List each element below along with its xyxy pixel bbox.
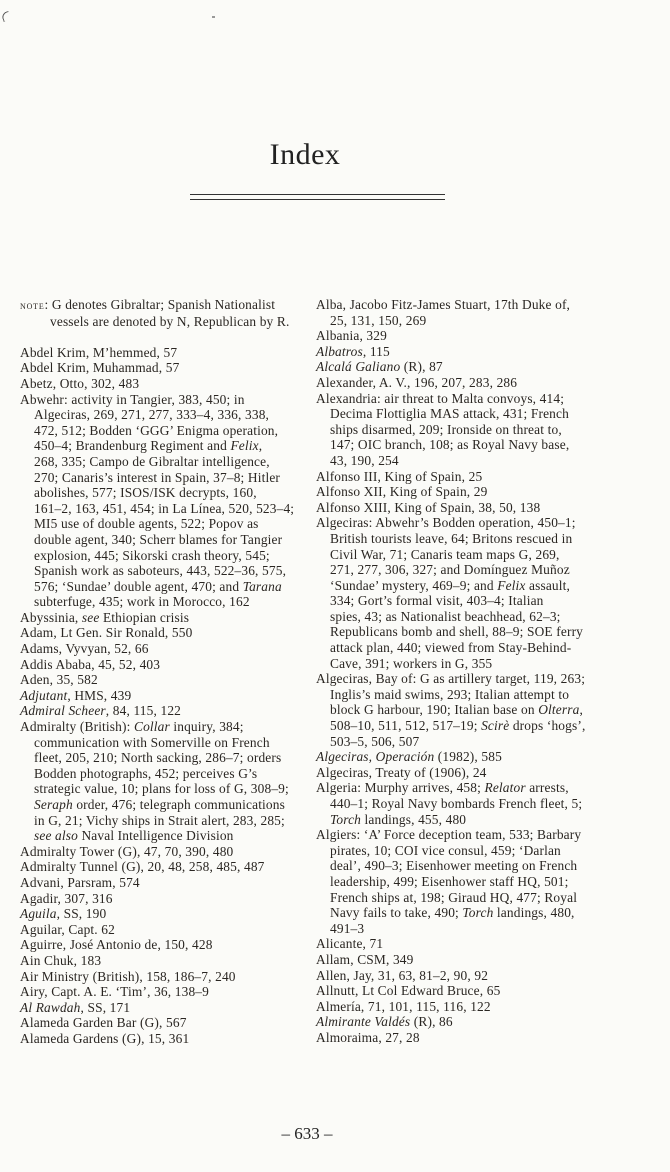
entry-text: Adam, Lt Gen. Sir Ronald, 550 bbox=[20, 625, 193, 641]
entry-text: Aguirre, José Antonio de, 150, 428 bbox=[20, 937, 213, 953]
entry-text: Alba, Jacobo Fitz-James Stuart, 17th Duke of, bbox=[316, 297, 571, 312]
entry-italic-text: see also bbox=[34, 828, 78, 844]
index-entry bbox=[316, 983, 608, 999]
entry-text: Addis Ababa, 45, 52, 403 bbox=[20, 656, 161, 672]
entry-line bbox=[316, 640, 608, 656]
index-entry bbox=[316, 344, 608, 360]
entry-line bbox=[20, 937, 312, 953]
entry-text: 268, 335; Campo de Gibraltar intelligence, bbox=[34, 453, 270, 469]
entry-text: Civil War, 71; Canaris team maps G, 269, bbox=[330, 546, 560, 562]
index-entry bbox=[20, 953, 312, 969]
entry-text: Inglis’s maid swims, 293; Italian attempt to bbox=[330, 686, 570, 702]
entry-text: explosion, 445; Sikorski crash theory, 545; bbox=[34, 547, 270, 563]
entry-text: Algeciras, Treaty of (1906), 24 bbox=[316, 764, 487, 780]
entry-line bbox=[20, 454, 312, 470]
entry-text: Decima Flottiglia MAS attack, 431; French bbox=[330, 406, 569, 422]
index-entry bbox=[316, 952, 608, 968]
entry-text: inquiry, 384; bbox=[169, 719, 244, 735]
entry-italic-text: Collar bbox=[133, 719, 170, 735]
entry-line bbox=[316, 297, 608, 313]
index-entry bbox=[20, 672, 312, 688]
entry-text: strategic value, 10; plans for loss of G, 308–9; bbox=[34, 781, 289, 797]
page-title: Index bbox=[269, 138, 341, 171]
entry-text: landings, 480, bbox=[493, 905, 575, 921]
entry-text: , SS, 171 bbox=[80, 999, 131, 1015]
entry-text: Alexander, A. V., 196, 207, 283, 286 bbox=[316, 374, 518, 390]
entry-text: drops ‘hogs’, bbox=[509, 718, 586, 734]
entry-line bbox=[20, 392, 312, 408]
entry-line bbox=[316, 624, 608, 640]
entry-line bbox=[316, 671, 608, 687]
entry-text: (R), 87 bbox=[400, 359, 443, 375]
entry-line bbox=[20, 485, 312, 501]
entry-italic-text: Almirante Valdés bbox=[316, 1014, 411, 1030]
entry-text: subterfuge, 435; work in Morocco, 162 bbox=[34, 594, 250, 610]
entry-text: double agent, 340; Scherr blames for Tangier bbox=[34, 531, 283, 547]
entry-line bbox=[316, 453, 608, 469]
entry-line bbox=[20, 376, 312, 392]
entry-italic-text: Albatros bbox=[316, 343, 363, 359]
entry-line bbox=[316, 313, 608, 329]
index-entry bbox=[20, 891, 312, 907]
index-entry bbox=[316, 328, 608, 344]
index-entry bbox=[316, 780, 608, 827]
entry-text: 43, 190, 254 bbox=[330, 452, 399, 468]
entry-line bbox=[316, 765, 608, 781]
entry-text: , bbox=[258, 438, 263, 454]
entry-text: Abwehr: activity in Tangier, 383, 450; in bbox=[20, 391, 245, 407]
entry-text: Alfonso III, King of Spain, 25 bbox=[316, 468, 483, 484]
entry-text: Alameda Gardens (G), 15, 361 bbox=[20, 1030, 190, 1046]
index-entry bbox=[20, 969, 312, 985]
entry-italic-text: Algeciras, Operación bbox=[316, 749, 435, 765]
index-entry bbox=[20, 360, 312, 376]
entry-line bbox=[20, 922, 312, 938]
entry-text: British tourists leave, 64; Britons rescued in bbox=[330, 530, 573, 546]
entry-line bbox=[20, 1015, 312, 1031]
entry-line bbox=[316, 609, 608, 625]
entry-line bbox=[20, 610, 312, 626]
entry-text: Ethiopian crisis bbox=[99, 609, 190, 625]
entry-text: Abdel Krim, Muhammad, 57 bbox=[20, 360, 180, 376]
entry-text: Air Ministry (British), 158, 186–7, 240 bbox=[20, 968, 236, 984]
entry-line bbox=[20, 953, 312, 969]
entry-line bbox=[20, 579, 312, 595]
entry-text: ‘Sundae’ mystery, 469–9; and bbox=[330, 577, 498, 593]
entry-line bbox=[20, 875, 312, 891]
entry-text: 334; Gort’s formal visit, 403–4; Italian bbox=[330, 593, 544, 609]
entry-text: block G harbour, 190; Italian base on bbox=[330, 702, 539, 718]
index-entry bbox=[20, 345, 312, 361]
entry-text: order, 476; telegraph communications bbox=[72, 797, 285, 812]
entry-line bbox=[20, 345, 312, 361]
entry-line bbox=[316, 391, 608, 407]
entry-text: Abdel Krim, M’hemmed, 57 bbox=[20, 344, 178, 360]
entry-italic-text: Felix bbox=[230, 438, 259, 454]
entry-text: communication with Somerville on French bbox=[34, 734, 270, 750]
index-entry bbox=[20, 719, 312, 844]
entry-text: , SS, 190 bbox=[56, 906, 107, 922]
entry-text: 25, 131, 150, 269 bbox=[330, 312, 427, 328]
entry-line bbox=[20, 969, 312, 985]
index-entry bbox=[316, 500, 608, 516]
entry-line bbox=[316, 780, 608, 796]
entry-line bbox=[20, 750, 312, 766]
entry-text: deal’, 490–3; Eisenhower meeting on French bbox=[330, 858, 578, 874]
entry-text: Bodden photographs, 452; perceives G’s bbox=[34, 765, 258, 781]
entry-italic-text: Scirè bbox=[481, 718, 510, 734]
entry-line bbox=[316, 469, 608, 485]
entry-line bbox=[316, 890, 608, 906]
entry-text: Alfonso XIII, King of Spain, 38, 50, 138 bbox=[316, 499, 541, 515]
entry-line bbox=[316, 344, 608, 360]
index-entry bbox=[316, 359, 608, 375]
index-entry bbox=[20, 688, 312, 704]
entry-text: 161–2, 163, 451, 454; in La Línea, 520, 523–4; bbox=[34, 500, 295, 516]
entry-italic-text: Olterra bbox=[538, 702, 580, 718]
entry-text: Aguilar, Capt. 62 bbox=[20, 921, 115, 937]
entry-text: vessels are denoted by N, Republican by R. bbox=[50, 313, 290, 329]
index-entry bbox=[316, 765, 608, 781]
entry-italic-text: see bbox=[81, 609, 100, 625]
entry-italic-text: Torch bbox=[462, 905, 494, 921]
entry-italic-text: Torch bbox=[330, 811, 362, 827]
index-entry bbox=[316, 484, 608, 500]
index-entry bbox=[20, 859, 312, 875]
entry-text: Alameda Garden Bar (G), 567 bbox=[20, 1015, 187, 1031]
entry-text: arrests, bbox=[525, 780, 569, 796]
entry-text: Almería, 71, 101, 115, 116, 122 bbox=[316, 998, 491, 1014]
entry-text: Algeciras: Abwehr’s Bodden operation, 450–1; bbox=[316, 515, 576, 531]
entry-line bbox=[20, 844, 312, 860]
entry-text: 508–10, 511, 512, 517–19; bbox=[330, 718, 482, 734]
entry-text: Alicante, 71 bbox=[316, 936, 384, 952]
scan-mark bbox=[1, 11, 12, 22]
entry-text: , HMS, 439 bbox=[67, 687, 132, 703]
entry-line bbox=[316, 749, 608, 765]
index-entry bbox=[316, 999, 608, 1015]
entry-line bbox=[316, 734, 608, 750]
index-entry bbox=[316, 391, 608, 469]
title-rule-top bbox=[190, 194, 445, 195]
index-entry bbox=[316, 936, 608, 952]
index-entry bbox=[20, 984, 312, 1000]
entry-line bbox=[316, 328, 608, 344]
index-entry bbox=[316, 671, 608, 749]
entry-line bbox=[316, 547, 608, 563]
entry-text: Abyssinia, bbox=[20, 609, 82, 625]
index-entry bbox=[20, 1000, 312, 1016]
entry-text: 271, 277, 306, 327; and Domínguez Muñoz bbox=[330, 562, 570, 578]
entry-line bbox=[20, 423, 312, 439]
entry-line bbox=[20, 688, 312, 704]
entry-text: ships disarmed, 209; Ironside on threat to, bbox=[330, 421, 562, 437]
index-entry bbox=[316, 375, 608, 391]
index-entry bbox=[20, 392, 312, 610]
entry-line bbox=[316, 578, 608, 594]
entry-text: Algiers: ‘A’ Force deception team, 533; Barbary bbox=[316, 827, 582, 843]
entry-line bbox=[20, 1031, 312, 1047]
entry-line bbox=[316, 858, 608, 874]
entry-line bbox=[316, 406, 608, 422]
entry-line bbox=[20, 532, 312, 548]
entry-line bbox=[20, 438, 312, 454]
entry-line bbox=[316, 656, 608, 672]
entry-line bbox=[316, 562, 608, 578]
entry-line bbox=[20, 703, 312, 719]
index-entry bbox=[316, 827, 608, 936]
entry-line bbox=[20, 548, 312, 564]
entry-text: French ships at, 198; Giraud HQ, 477; Royal bbox=[330, 889, 578, 905]
entry-text: Navy fails to take, 490; bbox=[330, 905, 463, 921]
page-number: – 633 – bbox=[281, 1124, 333, 1143]
entry-text: Spanish work as saboteurs, 443, 522–36, 575, bbox=[34, 563, 287, 579]
index-entry bbox=[316, 469, 608, 485]
entry-text: Aden, 35, 582 bbox=[20, 672, 98, 688]
entry-text: Admiralty Tower (G), 47, 70, 390, 480 bbox=[20, 843, 234, 859]
entry-line bbox=[20, 906, 312, 922]
entry-text: 576; ‘Sundae’ double agent, 470; and bbox=[34, 578, 243, 594]
entry-line bbox=[316, 422, 608, 438]
entry-text: Admiralty (British): bbox=[20, 719, 134, 735]
entry-line bbox=[20, 766, 312, 782]
entry-text: Algeciras, Bay of: G as artillery target, 119, 263; bbox=[316, 671, 586, 687]
entry-line bbox=[20, 407, 312, 423]
entry-line bbox=[316, 921, 608, 937]
entry-line bbox=[20, 657, 312, 673]
entry-line bbox=[20, 828, 312, 844]
entry-text: : G denotes Gibraltar; Spanish Nationalist bbox=[44, 297, 276, 312]
entry-italic-text: Aguila bbox=[20, 906, 57, 922]
entry-text: Alfonso XII, King of Spain, 29 bbox=[316, 484, 488, 500]
entry-italic-text: Alcalá Galiano bbox=[316, 359, 401, 375]
entry-italic-text: Admiral Scheer bbox=[20, 703, 106, 719]
entry-text: Albania, 329 bbox=[316, 328, 387, 344]
entry-line bbox=[316, 968, 608, 984]
index-entry bbox=[20, 657, 312, 673]
entry-line bbox=[20, 297, 312, 314]
entry-line bbox=[316, 796, 608, 812]
entry-line bbox=[20, 984, 312, 1000]
entry-line bbox=[20, 516, 312, 532]
index-entry bbox=[20, 922, 312, 938]
entry-text: fleet, 205, 210; North sacking, 286–7; orders bbox=[34, 750, 282, 766]
entry-italic-text: Relator bbox=[484, 780, 526, 796]
entry-line bbox=[316, 1030, 608, 1046]
entry-line bbox=[20, 813, 312, 829]
entry-text: Airy, Capt. A. E. ‘Tim’, 36, 138–9 bbox=[20, 984, 209, 1000]
entry-line bbox=[316, 531, 608, 547]
entry-line bbox=[20, 735, 312, 751]
entry-line bbox=[316, 874, 608, 890]
entry-line bbox=[316, 484, 608, 500]
entry-text: 270; Canaris’s interest in Spain, 37–8; Hitler bbox=[34, 469, 281, 485]
entry-line bbox=[316, 437, 608, 453]
entry-line bbox=[316, 702, 608, 718]
index-entry bbox=[20, 937, 312, 953]
index-entry bbox=[20, 641, 312, 657]
entry-line bbox=[316, 936, 608, 952]
index-entry bbox=[20, 376, 312, 392]
index-entry bbox=[316, 968, 608, 984]
entry-text: Adams, Vyvyan, 52, 66 bbox=[20, 641, 149, 657]
entry-line bbox=[20, 859, 312, 875]
entry-text: Algeciras, 269, 271, 277, 333–4, 336, 338, bbox=[34, 407, 270, 423]
entry-line bbox=[316, 718, 608, 734]
index-entry bbox=[20, 1015, 312, 1031]
entry-text: Advani, Parsram, 574 bbox=[20, 874, 140, 890]
entry-text: landings, 455, 480 bbox=[361, 811, 467, 827]
entry-line bbox=[316, 952, 608, 968]
note-label: note bbox=[20, 298, 45, 312]
entry-line bbox=[20, 314, 312, 330]
index-entry bbox=[316, 297, 608, 328]
entry-line bbox=[20, 594, 312, 610]
entry-line bbox=[20, 1000, 312, 1016]
entry-line bbox=[20, 891, 312, 907]
entry-line bbox=[316, 359, 608, 375]
index-column-left bbox=[20, 297, 312, 1047]
entry-italic-text: Al Rawdah bbox=[20, 999, 81, 1015]
entry-text: Naval Intelligence Division bbox=[77, 828, 234, 844]
entry-text: Allen, Jay, 31, 63, 81–2, 90, 92 bbox=[316, 967, 489, 983]
entry-text: Algeria: Murphy arrives, 458; bbox=[316, 780, 485, 796]
entry-text: 440–1; Royal Navy bombards French fleet, 5; bbox=[330, 796, 583, 811]
entry-text: Allnutt, Lt Col Edward Bruce, 65 bbox=[316, 983, 501, 999]
entry-line bbox=[20, 641, 312, 657]
entry-italic-text: Felix bbox=[497, 577, 526, 593]
entry-line bbox=[316, 905, 608, 921]
entry-text: abolishes, 577; ISOS/ISK decrypts, 160, bbox=[34, 485, 257, 501]
entry-line bbox=[20, 360, 312, 376]
index-column-right bbox=[316, 297, 608, 1046]
entry-text: Cave, 391; workers in G, 355 bbox=[330, 655, 493, 671]
entry-text: 147; OIC branch, 108; as Royal Navy base, bbox=[330, 437, 570, 453]
entry-text: , bbox=[579, 702, 583, 718]
index-entry bbox=[316, 515, 608, 671]
index-entry bbox=[316, 749, 608, 765]
entry-text: spies, 43; as Nationalist beachhead, 62–3; bbox=[330, 608, 561, 624]
entry-italic-text: Tarana bbox=[242, 578, 282, 594]
entry-line bbox=[316, 500, 608, 516]
entry-line bbox=[316, 593, 608, 609]
entry-line bbox=[316, 843, 608, 859]
entry-line bbox=[316, 827, 608, 843]
index-entry bbox=[20, 703, 312, 719]
entry-text: attack plan, 440; viewed from Stay-Behind- bbox=[330, 640, 572, 656]
entry-line bbox=[20, 625, 312, 641]
entry-line bbox=[20, 470, 312, 486]
entry-italic-text: Adjutant bbox=[20, 687, 68, 703]
entry-line bbox=[20, 797, 312, 813]
entry-text: Alexandria: air threat to Malta convoys, 414; bbox=[316, 390, 565, 406]
entry-line bbox=[316, 375, 608, 391]
index-entry bbox=[20, 875, 312, 891]
index-note bbox=[20, 297, 312, 329]
entry-text: Ain Chuk, 183 bbox=[20, 952, 102, 968]
entry-text: , 84, 115, 122 bbox=[105, 703, 182, 719]
entry-text: 491–3 bbox=[330, 920, 365, 936]
entry-text: , 115 bbox=[362, 343, 390, 359]
entry-text: (R), 86 bbox=[410, 1014, 453, 1030]
entry-text: Almoraima, 27, 28 bbox=[316, 1029, 420, 1045]
entry-italic-text: Seraph bbox=[34, 797, 73, 812]
entry-text: Allam, CSM, 349 bbox=[316, 951, 414, 967]
entry-text: 450–4; Brandenburg Regiment and bbox=[34, 438, 231, 454]
entry-line bbox=[20, 781, 312, 797]
index-entry bbox=[316, 1030, 608, 1046]
index-entry bbox=[316, 1014, 608, 1030]
entry-line bbox=[316, 983, 608, 999]
index-entry bbox=[20, 625, 312, 641]
index-entry bbox=[20, 1031, 312, 1047]
entry-text: Admiralty Tunnel (G), 20, 48, 258, 485, 487 bbox=[20, 859, 265, 875]
entry-text: (1982), 585 bbox=[434, 749, 502, 765]
entry-text: in G, 21; Vichy ships in Strait alert, 283, 285; bbox=[34, 812, 285, 828]
index-entry bbox=[20, 844, 312, 860]
index-entry bbox=[20, 906, 312, 922]
entry-line bbox=[316, 812, 608, 828]
entry-text: leadership, 499; Eisenhower staff HQ, 501; bbox=[330, 873, 569, 889]
entry-line bbox=[316, 515, 608, 531]
entry-line bbox=[316, 687, 608, 703]
entry-text: Abetz, Otto, 302, 483 bbox=[20, 375, 140, 391]
entry-line bbox=[20, 563, 312, 579]
entry-line bbox=[20, 719, 312, 735]
entry-line bbox=[20, 672, 312, 688]
entry-text: Agadir, 307, 316 bbox=[20, 890, 113, 906]
entry-line bbox=[20, 501, 312, 517]
entry-text: MI5 use of double agents, 522; Popov as bbox=[34, 516, 259, 532]
entry-text: 472, 512; Bodden ‘GGG’ Enigma operation, bbox=[34, 422, 279, 438]
scan-speck bbox=[212, 16, 215, 18]
title-rule-bottom bbox=[190, 199, 445, 200]
entry-text: Republicans bomb and shell, 88–9; SOE ferry bbox=[330, 624, 584, 640]
entry-text: pirates, 10; COI vice consul, 459; ‘Darlan bbox=[330, 842, 561, 858]
entry-text: 503–5, 506, 507 bbox=[330, 733, 420, 749]
entry-line bbox=[316, 999, 608, 1015]
entry-line bbox=[316, 1014, 608, 1030]
entry-text: assault, bbox=[525, 577, 570, 593]
index-entry bbox=[20, 610, 312, 626]
